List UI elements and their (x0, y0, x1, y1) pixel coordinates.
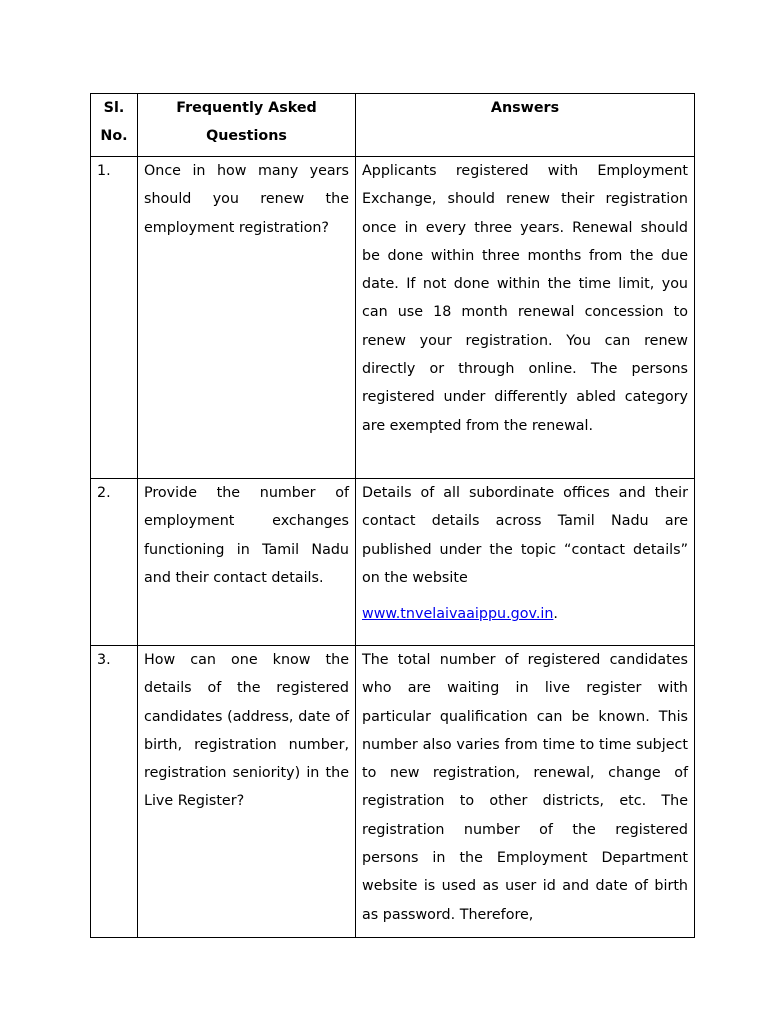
header-answer-label: Answers (490, 100, 560, 116)
question-text: How can one know the details of the registered candidates (address, date of birth, registration number, registration seniority) in the Live Register? (144, 652, 349, 810)
row-question (138, 479, 356, 646)
row-number: 2. (91, 479, 138, 646)
header-question (138, 94, 356, 157)
table-header-row (91, 94, 695, 157)
table-row (91, 646, 695, 938)
table-row (91, 479, 695, 646)
row-answer (356, 479, 695, 646)
header-answer (356, 94, 695, 157)
link-suffix: . (553, 606, 558, 623)
answer-text: Applicants registered with Employment Exchange, should renew their registration once in every three years. Renewal should be done within three months from the due date. If not done within the time limit, you can use 18 month renewal concession to renew your registration. You can renew directly or through online. The persons registered under differently abled category are exempted from the renewal. (362, 163, 688, 434)
row-number: 3. (91, 646, 138, 938)
row-answer (356, 646, 695, 938)
answer-link-line (362, 600, 688, 628)
header-sl-line1: Sl. (103, 100, 125, 116)
row-question (138, 646, 356, 938)
faq-table (90, 93, 695, 938)
row-answer (356, 157, 695, 479)
website-link[interactable]: www.tnvelaivaaippu.gov.in (362, 606, 554, 623)
header-question-line1: Frequently Asked (176, 100, 317, 116)
header-sl-no (91, 94, 138, 157)
question-text: Provide the number of employment exchanges functioning in Tamil Nadu and their contact details. (144, 485, 349, 586)
header-sl-line2: No. (100, 128, 128, 145)
header-question-line2: Questions (206, 128, 287, 145)
table-row (91, 157, 695, 479)
answer-text: Details of all subordinate offices and their contact details across Tamil Nadu are published under the topic “contact details” on the website (362, 485, 688, 586)
answer-text: The total number of registered candidates who are waiting in live register with particular qualification can be known. This number also varies from time to time subject to new registration, renewal, change of registration to other districts, etc. The registration number of the registered persons in the Employment Department website is used as user id and date of birth as password. Therefore, (362, 652, 688, 923)
row-question (138, 157, 356, 479)
question-text: Once in how many years should you renew the employment registration? (144, 163, 349, 236)
row-number: 1. (91, 157, 138, 479)
